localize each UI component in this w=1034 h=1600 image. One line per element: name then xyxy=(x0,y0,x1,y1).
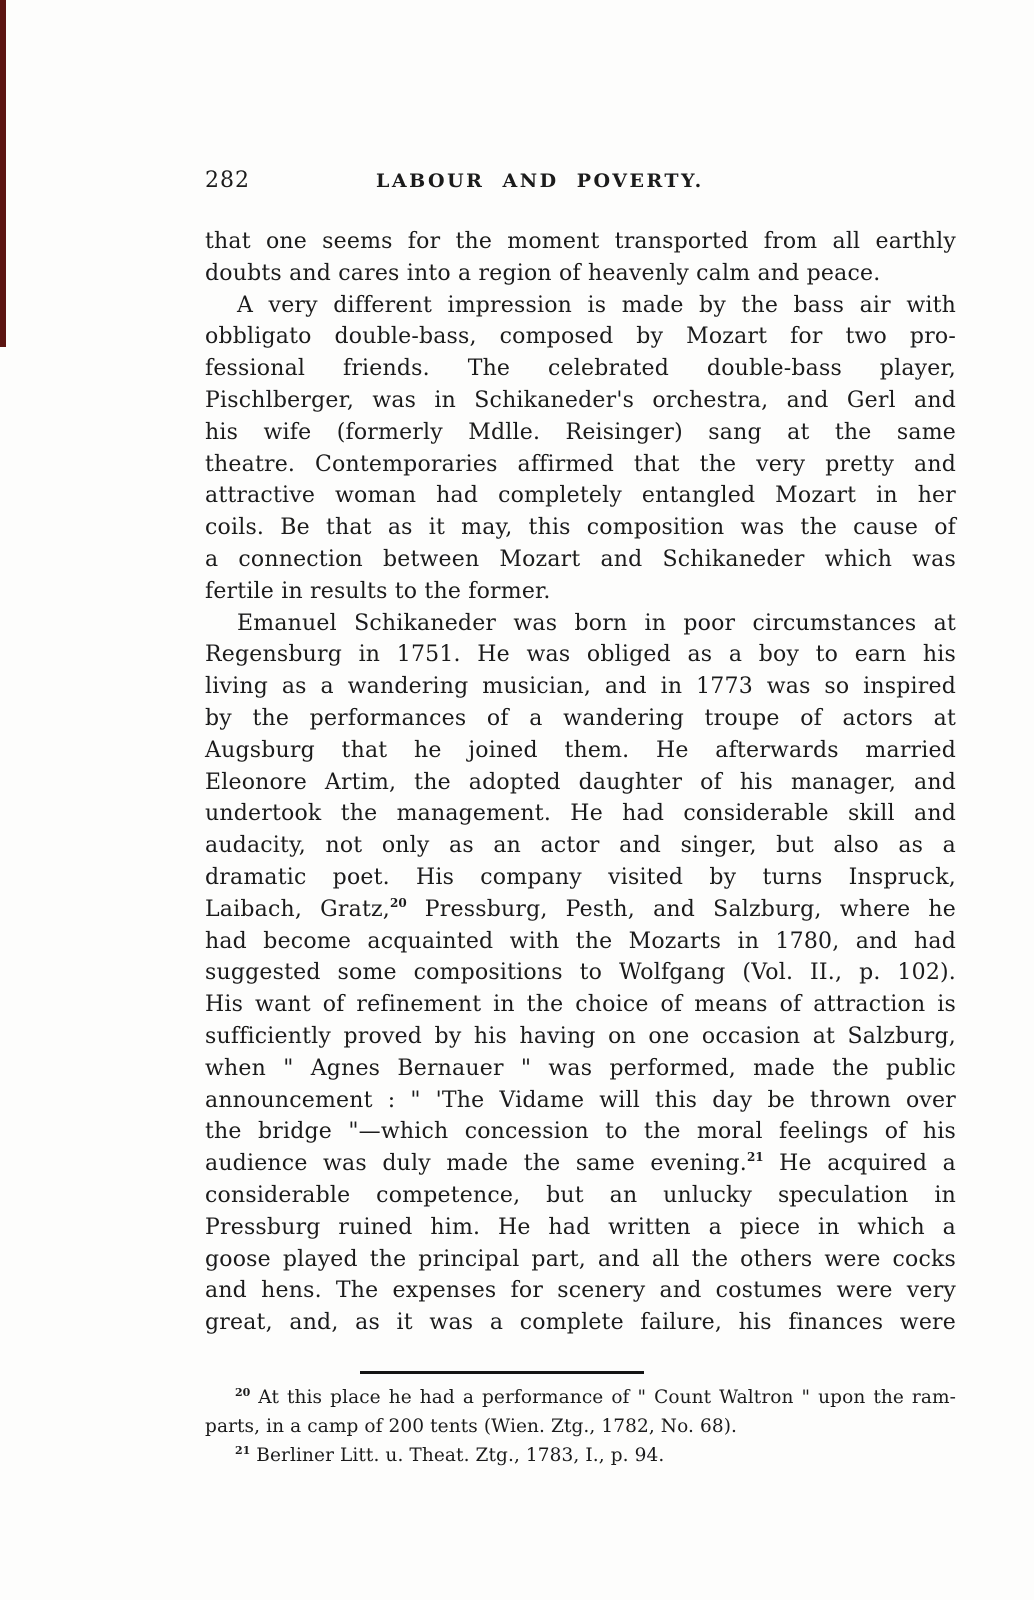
footnote-marker: 21 xyxy=(746,1150,764,1165)
text-line: undertook the management. He had considerable skill and xyxy=(205,801,956,827)
text-line: Augsburg that he joined them. He afterwards married xyxy=(205,737,956,763)
text-line: considerable competence, but an unlucky speculation in xyxy=(205,1182,956,1208)
footnote-marker: 20 xyxy=(389,895,407,910)
text-line: $^{20}$ At this place he had a performance of " Count Waltron " upon the ram- xyxy=(235,1386,956,1408)
text-line: had become acquainted with the Mozarts in 1780, and had xyxy=(205,928,956,954)
footnote xyxy=(205,1441,956,1470)
text-line: goose played the principal part, and all the others were cocks xyxy=(205,1246,956,1272)
text-line: His want of refinement in the choice of means of attraction is xyxy=(205,992,956,1018)
text-line: fertile in results to the former. xyxy=(205,578,551,604)
text-line: Eleonore Artim, the adopted daughter of his manager, and xyxy=(205,769,956,795)
text-line: coils. Be that as it may, this composition was the cause of xyxy=(205,515,956,541)
text-line: Pischlberger, was in Schikaneder's orchestra, and Gerl and xyxy=(205,387,956,413)
text-line: Pressburg ruined him. He had written a piece in which a xyxy=(205,1214,956,1240)
scan-edge-artifact xyxy=(0,0,6,347)
text-line: doubts and cares into a region of heavenly calm and peace. xyxy=(205,260,881,286)
text-line: Emanuel Schikaneder was born in poor circumstances at xyxy=(237,610,956,636)
paragraph xyxy=(205,608,956,1339)
body-text-block xyxy=(205,226,956,1339)
text-line: obbligato double-bass, composed by Mozart for two pro- xyxy=(205,324,956,350)
text-line: suggested some compositions to Wolfgang (Vol. II., p. 102). xyxy=(205,960,956,986)
text-line: by the performances of a wandering troupe of actors at xyxy=(205,705,956,731)
text-line: announcement : " 'The Vidame will this day be thrown over xyxy=(205,1087,956,1113)
text-line: a connection between Mozart and Schikaneder which was xyxy=(205,546,956,572)
text-line: fessional friends. The celebrated double-bass player, xyxy=(205,356,956,382)
text-line: theatre. Contemporaries affirmed that the very pretty and xyxy=(205,451,956,477)
text-line: A very different impression is made by the bass air with xyxy=(237,292,956,318)
footnote-marker: 20 xyxy=(235,1386,251,1399)
paragraph xyxy=(205,290,956,608)
text-line: dramatic poet. His company visited by turns Inspruck, xyxy=(205,864,956,890)
text-line: audience was duly made the same evening.$^{21}$ He acquired a xyxy=(205,1150,956,1177)
text-line: great, and, as it was a complete failure, his finances were xyxy=(205,1310,956,1336)
text-line: Laibach, Gratz,$^{20}$ Pressburg, Pesth, and Salzburg, where he xyxy=(205,895,956,922)
text-line: when " Agnes Bernauer " was performed, made the public xyxy=(205,1055,956,1081)
page-number: 282 xyxy=(205,168,250,193)
text-line: the bridge "—which concession to the moral feelings of his xyxy=(205,1119,956,1145)
text-line: attractive woman had completely entangled Mozart in her xyxy=(205,483,956,509)
text-line: sufficiently proved by his having on one occasion at Salzburg, xyxy=(205,1023,956,1049)
footnote-marker: 21 xyxy=(235,1444,251,1457)
text-line: that one seems for the moment transported from all earthly xyxy=(205,229,956,254)
text-line: living as a wandering musician, and in 1773 was so inspired xyxy=(205,674,956,700)
text-line: audacity, not only as an actor and singer, but also as a xyxy=(205,833,956,859)
page-header xyxy=(205,166,956,198)
text-line: parts, in a camp of 200 tents (Wien. Ztg., 1782, No. 68). xyxy=(205,1416,738,1437)
paragraph xyxy=(205,226,956,290)
footnote-separator-rule xyxy=(360,1371,644,1374)
text-line: his wife (formerly Mdlle. Reisinger) sang at the same xyxy=(205,419,956,445)
text-line: and hens. The expenses for scenery and costumes were very xyxy=(205,1278,956,1304)
running-header-title: LABOUR AND POVERTY. xyxy=(376,170,704,192)
footnotes-section xyxy=(205,1383,956,1470)
text-line: $^{21}$ Berliner Litt. u. Theat. Ztg., 1783, I., p. 94. xyxy=(235,1444,665,1466)
footnote xyxy=(205,1383,956,1441)
text-line: Regensburg in 1751. He was obliged as a boy to earn his xyxy=(205,642,956,668)
